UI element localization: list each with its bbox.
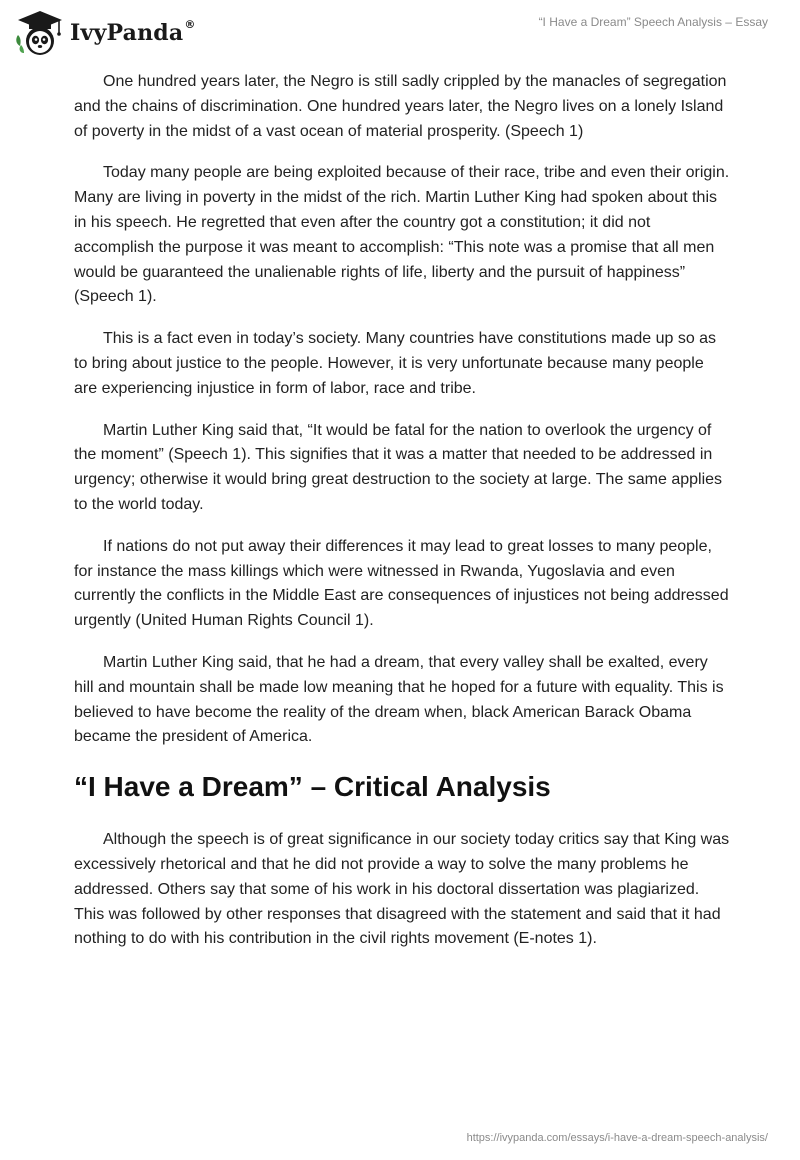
paragraph: Today many people are being exploited because of their race, tribe and even their origin. Many are living in poverty in the midst of the rich. Martin Luther King had spoken about this in his speech. He regretted that even after the country got a constitution; it did not accomplish the purpose it was meant to accomplish: “This note was a promise that all men would be guaranteed the unalienable rights of life, liberty and the pursuit of happiness” (Speech 1). <box>74 164 730 306</box>
registered-mark: ® <box>184 18 196 31</box>
article-body <box>74 70 730 969</box>
page-header <box>0 0 800 64</box>
paragraph: If nations do not put away their differences it may lead to great losses to many people, for instance the mass killings which were witnessed in Rwanda, Yugoslavia and even currently the conflicts in the Middle East are consequences of injustices not being addressed urgently (United Human Rights Council 1). <box>74 537 729 630</box>
section-heading: “I Have a Dream” – Critical Analysis <box>74 771 551 803</box>
source-url[interactable]: https://ivypanda.com/essays/i-have-a-dream-speech-analysis/ <box>466 1132 768 1144</box>
ivypanda-logo[interactable] <box>14 8 196 58</box>
brand-name: IvyPanda® <box>70 18 196 46</box>
paragraph: Although the speech is of great significance in our society today critics say that King was excessively rhetorical and that he did not provide a way to solve the many problems he addressed. Others say that some of his work in his doctoral dissertation was plagiarized. This was followed by other responses that disagreed with the statement and said that it had nothing to do with his contribution in the civil rights movement (E-notes 1). <box>74 831 730 948</box>
paragraph: One hundred years later, the Negro is still sadly crippled by the manacles of segregation and the chains of discrimination. One hundred years later, the Negro lives on a lonely Island of poverty in the midst of a vast ocean of material prosperity. (Speech 1) <box>74 73 727 140</box>
panda-graduate-icon <box>14 9 66 57</box>
paragraph: Martin Luther King said that, “It would be fatal for the nation to overlook the urgency of the moment” (Speech 1). This signifies that it was a matter that needed to be addressed in urgency; otherwise it would bring great destruction to the society at large. The same applies to the world today. <box>74 421 723 513</box>
paragraph: Martin Luther King said, that he had a dream, that every valley shall be exalted, every hill and mountain shall be made low meaning that he hoped for a future with equality. This is believed to have become the reality of the dream when, black American Barack Obama became the president of America. <box>74 653 724 746</box>
document-title: “I Have a Dream” Speech Analysis – Essay <box>538 15 768 29</box>
paragraph: This is a fact even in today’s society. Many countries have constitutions made up so as to bring about justice to the people. However, it is very unfortunate because many people are experiencing injustice in form of labor, race and tribe. <box>74 330 717 397</box>
